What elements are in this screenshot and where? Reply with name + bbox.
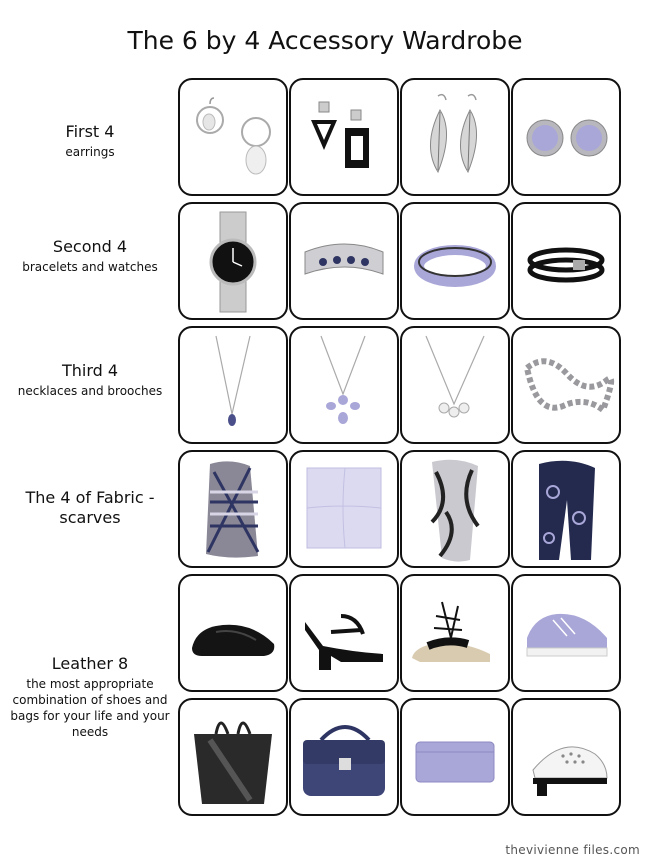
lavender-stone-necklace-icon: [291, 328, 397, 442]
row-subheading: earrings: [65, 145, 115, 159]
item-card[interactable]: [289, 450, 399, 568]
lavender-clutch-icon: [402, 700, 508, 814]
pearl-bar-necklace-icon: [402, 328, 508, 442]
lavender-square-scarf-icon: [291, 452, 397, 566]
row-label-scarves: [10, 488, 170, 528]
row-subheading: the most appropriate combination of shoes and bags for your life and your needs: [10, 677, 170, 739]
item-card[interactable]: [511, 574, 621, 692]
chain-link-necklace-icon: [513, 328, 619, 442]
drop-pendant-necklace-icon: [180, 328, 286, 442]
item-card[interactable]: [511, 78, 621, 196]
white-mule-icon: [513, 700, 619, 814]
row-label-bracelets: [10, 237, 170, 275]
item-card[interactable]: [400, 574, 510, 692]
silver-cuff-bracelet-icon: [291, 204, 397, 318]
grey-print-scarf-icon: [402, 452, 508, 566]
silver-feather-earrings-icon: [402, 80, 508, 194]
item-card[interactable]: [289, 326, 399, 444]
item-card[interactable]: [178, 574, 288, 692]
item-card[interactable]: [400, 326, 510, 444]
item-card[interactable]: [511, 450, 621, 568]
row-heading: First 4: [65, 122, 115, 141]
row-heading: Third 4: [61, 361, 119, 380]
lavender-sneaker-icon: [513, 576, 619, 690]
item-card[interactable]: [289, 78, 399, 196]
item-card[interactable]: [289, 202, 399, 320]
item-card[interactable]: [400, 78, 510, 196]
navy-print-scarf-icon: [513, 452, 619, 566]
lavender-bangle-icon: [402, 204, 508, 318]
mesh-watch-icon: [180, 204, 286, 318]
item-card[interactable]: [400, 450, 510, 568]
row-heading: Leather 8: [51, 654, 129, 673]
black-loafer-icon: [180, 576, 286, 690]
item-card[interactable]: [511, 202, 621, 320]
lavender-stud-earrings-icon: [513, 80, 619, 194]
lace-up-espadrille-icon: [402, 576, 508, 690]
hoop-pearl-earrings-icon: [180, 80, 286, 194]
item-card[interactable]: [178, 450, 288, 568]
row-heading: The 4 of Fabric - scarves: [25, 488, 155, 527]
item-card[interactable]: [178, 698, 288, 816]
row-label-earrings: [10, 122, 170, 160]
item-card[interactable]: [289, 698, 399, 816]
item-card[interactable]: [178, 202, 288, 320]
item-card[interactable]: [400, 698, 510, 816]
black-tote-bag-icon: [180, 700, 286, 814]
navy-satchel-icon: [291, 700, 397, 814]
black-wrap-bracelet-icon: [513, 204, 619, 318]
item-card[interactable]: [178, 326, 288, 444]
item-card[interactable]: [178, 78, 288, 196]
black-geometric-earrings-icon: [291, 80, 397, 194]
row-subheading: necklaces and brooches: [17, 384, 163, 398]
site-credit: thevivienne files.com: [505, 843, 640, 857]
black-sandal-icon: [291, 576, 397, 690]
row-subheading: bracelets and watches: [22, 260, 158, 274]
item-card[interactable]: [511, 698, 621, 816]
row-label-necklaces: [10, 361, 170, 399]
page-title: The 6 by 4 Accessory Wardrobe: [127, 26, 523, 55]
item-card[interactable]: [400, 202, 510, 320]
item-card[interactable]: [289, 574, 399, 692]
row-heading: Second 4: [52, 237, 128, 256]
row-label-leather: [10, 654, 170, 740]
plaid-scarf-icon: [180, 452, 286, 566]
item-card[interactable]: [511, 326, 621, 444]
